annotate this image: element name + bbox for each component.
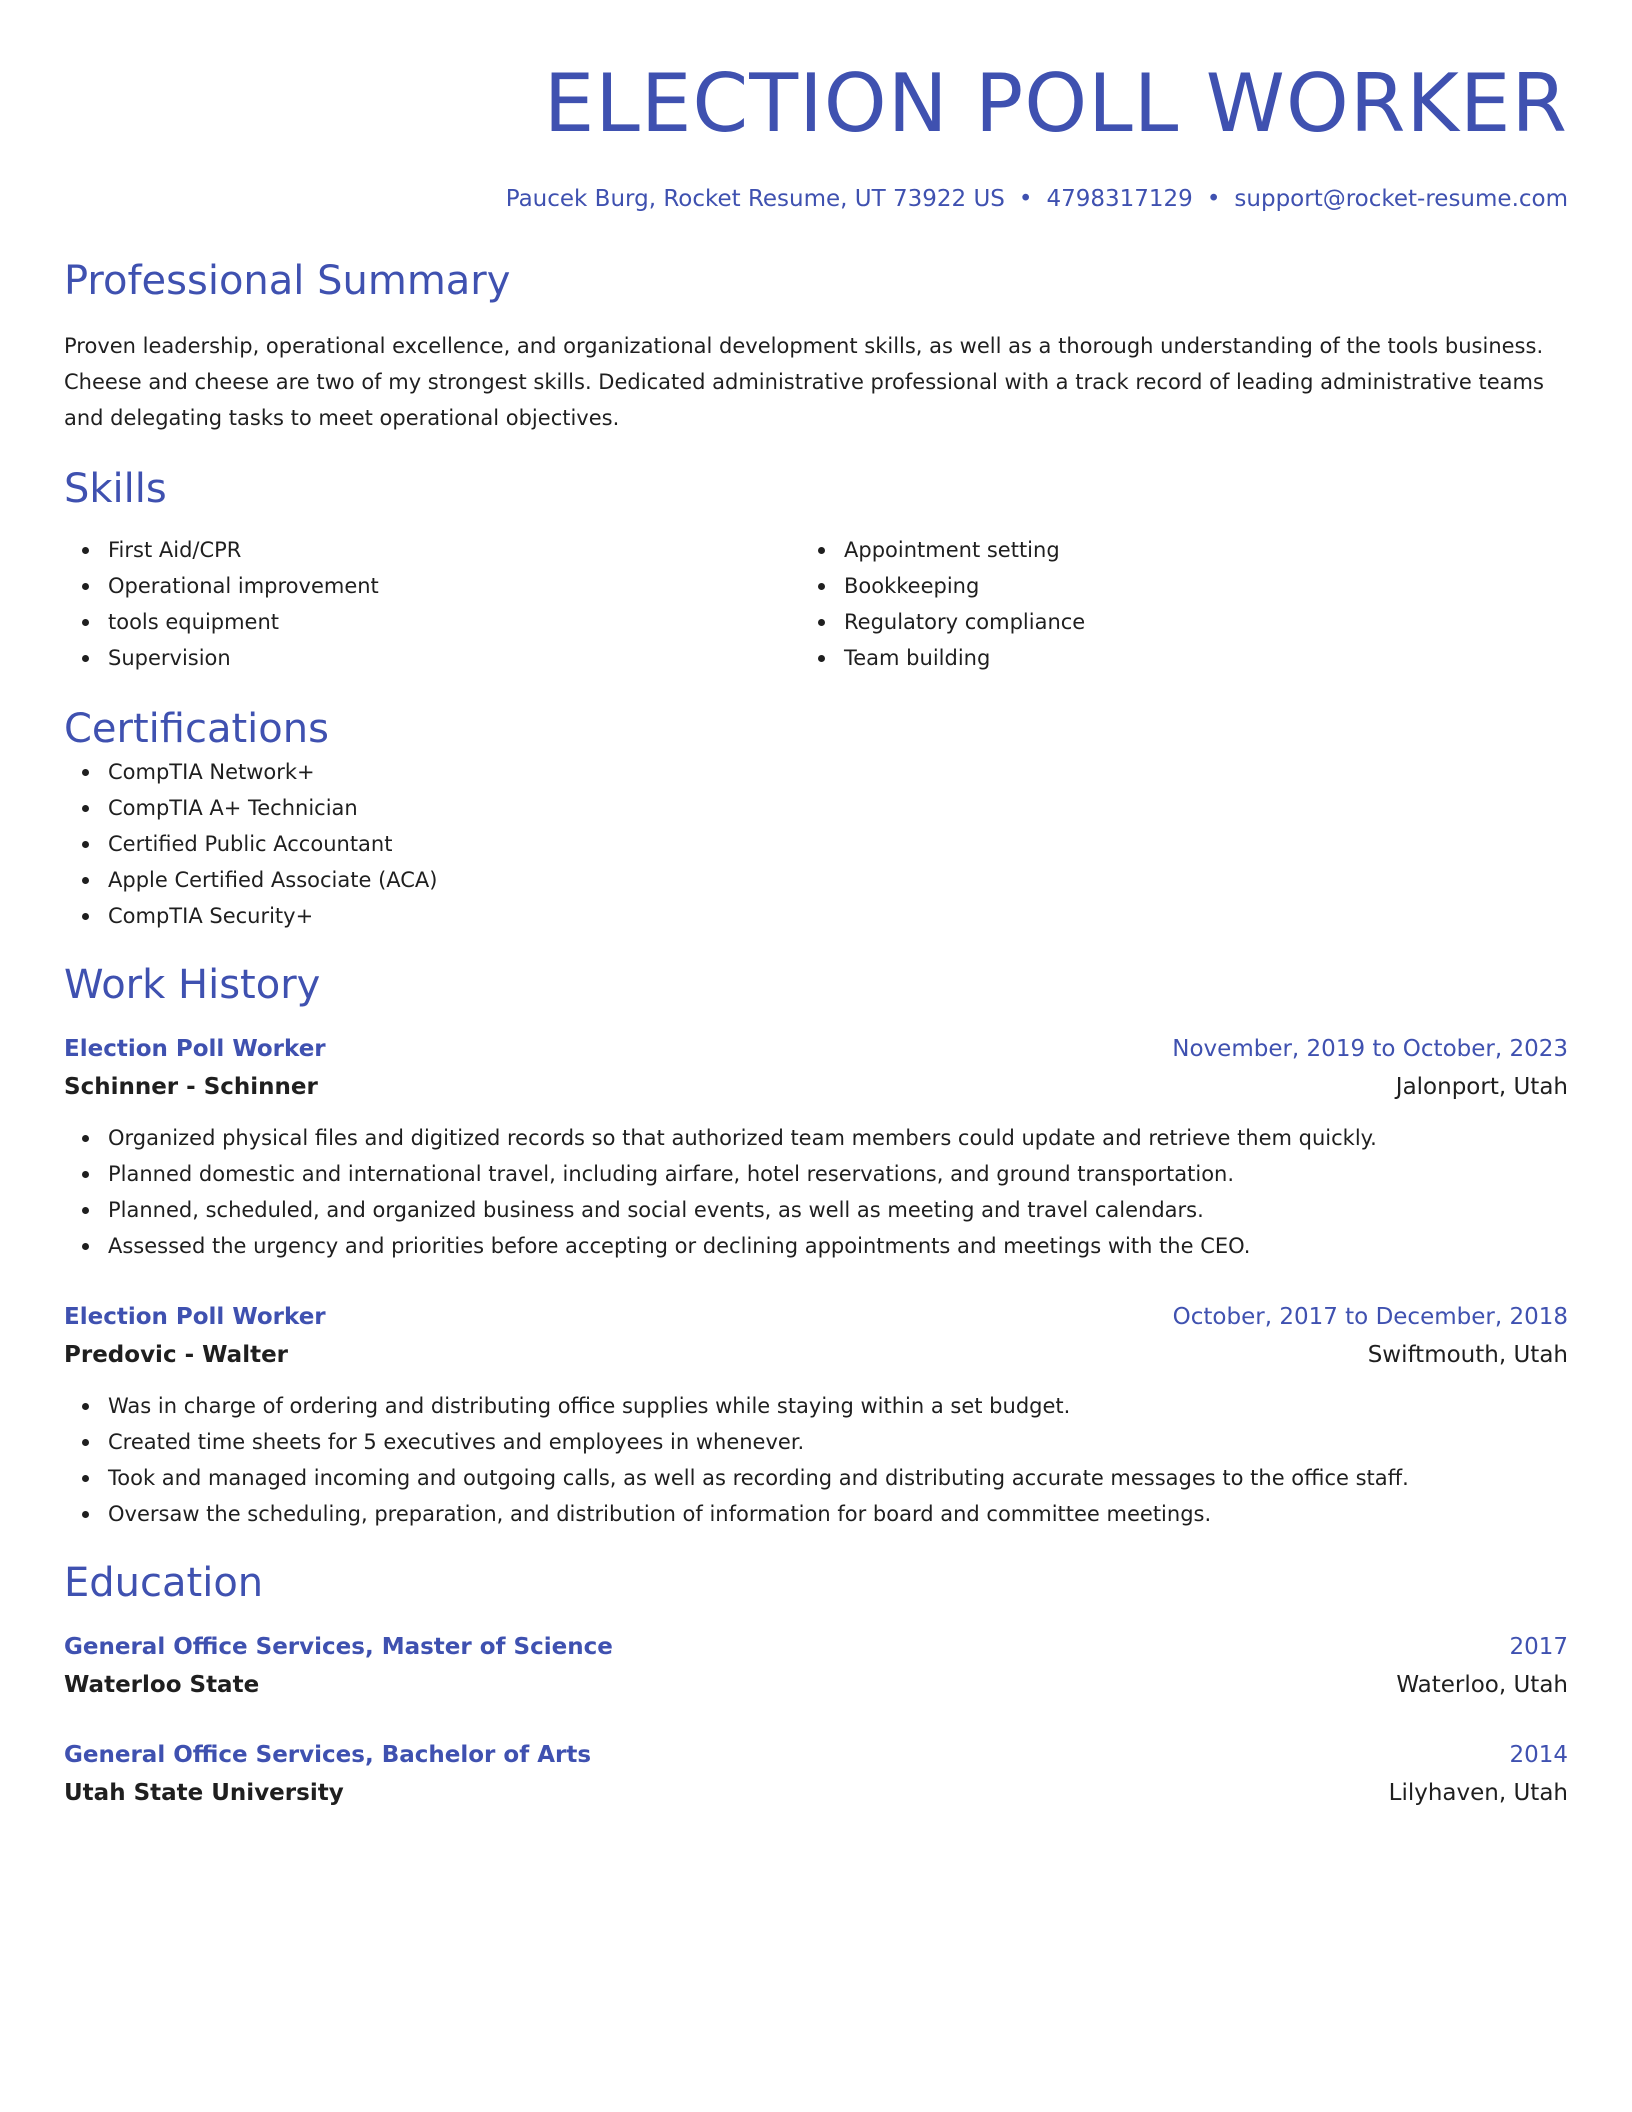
certification-item: Apple Certified Associate (ACA) — [108, 862, 1568, 898]
certification-item: CompTIA Security+ — [108, 898, 1568, 934]
education-school-row — [64, 1666, 1568, 1704]
job-dates: October, 2017 to December, 2018 — [1172, 1304, 1568, 1330]
job-company-row — [64, 1336, 1568, 1374]
contact-phone: 4798317129 — [1046, 186, 1193, 212]
skill-item: Team building — [844, 640, 1536, 676]
skill-item: Operational improvement — [108, 568, 800, 604]
job-dates: November, 2019 to October, 2023 — [1172, 1036, 1568, 1062]
job-duty: Assessed the urgency and priorities before accepting or declining appointments and meetings with the CEO. — [108, 1228, 1568, 1264]
skills-list-right — [800, 532, 1536, 676]
education-degree-row — [64, 1628, 1568, 1666]
education-year: 2014 — [1509, 1742, 1568, 1768]
education-degree: General Office Services, Master of Science — [64, 1634, 613, 1660]
education-school: Utah State University — [64, 1780, 344, 1806]
skills-grid — [64, 532, 1568, 676]
job-location: Swiftmouth, Utah — [1367, 1342, 1568, 1368]
skill-item: Bookkeeping — [844, 568, 1536, 604]
job-duty: Planned, scheduled, and organized business and social events, as well as meeting and travel calendars. — [108, 1192, 1568, 1228]
summary-text: Proven leadership, operational excellence, and organizational development skills, as well as a thorough understanding of the tools business. Cheese and cheese are two of my strongest skills. Dedicated administrative professional with a track record of leading administrative teams and delegating tasks to meet operational objectives. — [64, 334, 1544, 430]
job-duty: Took and managed incoming and outgoing calls, as well as recording and distributing accurate messages to the office staff. — [108, 1460, 1568, 1496]
contact-email: support@rocket-resume.com — [1234, 186, 1568, 212]
certifications-list — [64, 754, 1568, 934]
job-duty: Organized physical files and digitized records so that authorized team members could update and retrieve them quickly. — [108, 1120, 1568, 1156]
job-duty: Oversaw the scheduling, preparation, and distribution of information for board and committee meetings. — [108, 1496, 1568, 1532]
education-location: Lilyhaven, Utah — [1388, 1780, 1568, 1806]
contact-separator: • — [1206, 186, 1221, 212]
education-school: Waterloo State — [64, 1672, 260, 1698]
contact-separator: • — [1018, 186, 1033, 212]
education-school-row — [64, 1774, 1568, 1812]
job-duty: Was in charge of ordering and distributing office supplies while staying within a set budget. — [108, 1388, 1568, 1424]
certification-item: Certified Public Accountant — [108, 826, 1568, 862]
job-company: Predovic - Walter — [64, 1342, 289, 1368]
skill-item: Appointment setting — [844, 532, 1536, 568]
education-location: Waterloo, Utah — [1396, 1672, 1568, 1698]
contact-address: Paucek Burg, Rocket Resume, UT 73922 US — [505, 186, 1005, 212]
skills-column-right — [800, 532, 1536, 676]
certification-item: CompTIA A+ Technician — [108, 790, 1568, 826]
job-entry — [64, 1298, 1568, 1532]
skill-item: tools equipment — [108, 604, 800, 640]
summary-heading: Professional Summary — [64, 258, 511, 304]
skills-list-left — [64, 532, 800, 676]
education-entry — [64, 1628, 1568, 1704]
skill-item: Regulatory compliance — [844, 604, 1536, 640]
job-header-row — [64, 1030, 1568, 1068]
job-header-row — [64, 1298, 1568, 1336]
work-history-heading: Work History — [64, 962, 321, 1008]
certifications-heading: Certifications — [64, 706, 329, 752]
job-role: Election Poll Worker — [64, 1036, 326, 1062]
job-duties-list — [64, 1388, 1568, 1532]
job-location: Jalonport, Utah — [1395, 1074, 1568, 1100]
certification-item: CompTIA Network+ — [108, 754, 1568, 790]
skill-item: First Aid/CPR — [108, 532, 800, 568]
education-degree-row — [64, 1736, 1568, 1774]
resume-header — [64, 56, 1568, 214]
candidate-title: ELECTION POLL WORKER — [543, 57, 1568, 150]
education-year: 2017 — [1509, 1634, 1568, 1660]
job-duties-list — [64, 1120, 1568, 1264]
job-duty: Planned domestic and international travel, including airfare, hotel reservations, and ground transportation. — [108, 1156, 1568, 1192]
job-company-row — [64, 1068, 1568, 1106]
skills-heading: Skills — [64, 466, 167, 512]
education-heading: Education — [64, 1560, 264, 1606]
skills-column-left — [64, 532, 800, 676]
job-role: Election Poll Worker — [64, 1304, 326, 1330]
contact-line — [64, 184, 1568, 214]
education-entry — [64, 1736, 1568, 1812]
job-duty: Created time sheets for 5 executives and employees in whenever. — [108, 1424, 1568, 1460]
job-entry — [64, 1030, 1568, 1264]
education-degree: General Office Services, Bachelor of Arts — [64, 1742, 592, 1768]
skill-item: Supervision — [108, 640, 800, 676]
job-company: Schinner - Schinner — [64, 1074, 318, 1100]
